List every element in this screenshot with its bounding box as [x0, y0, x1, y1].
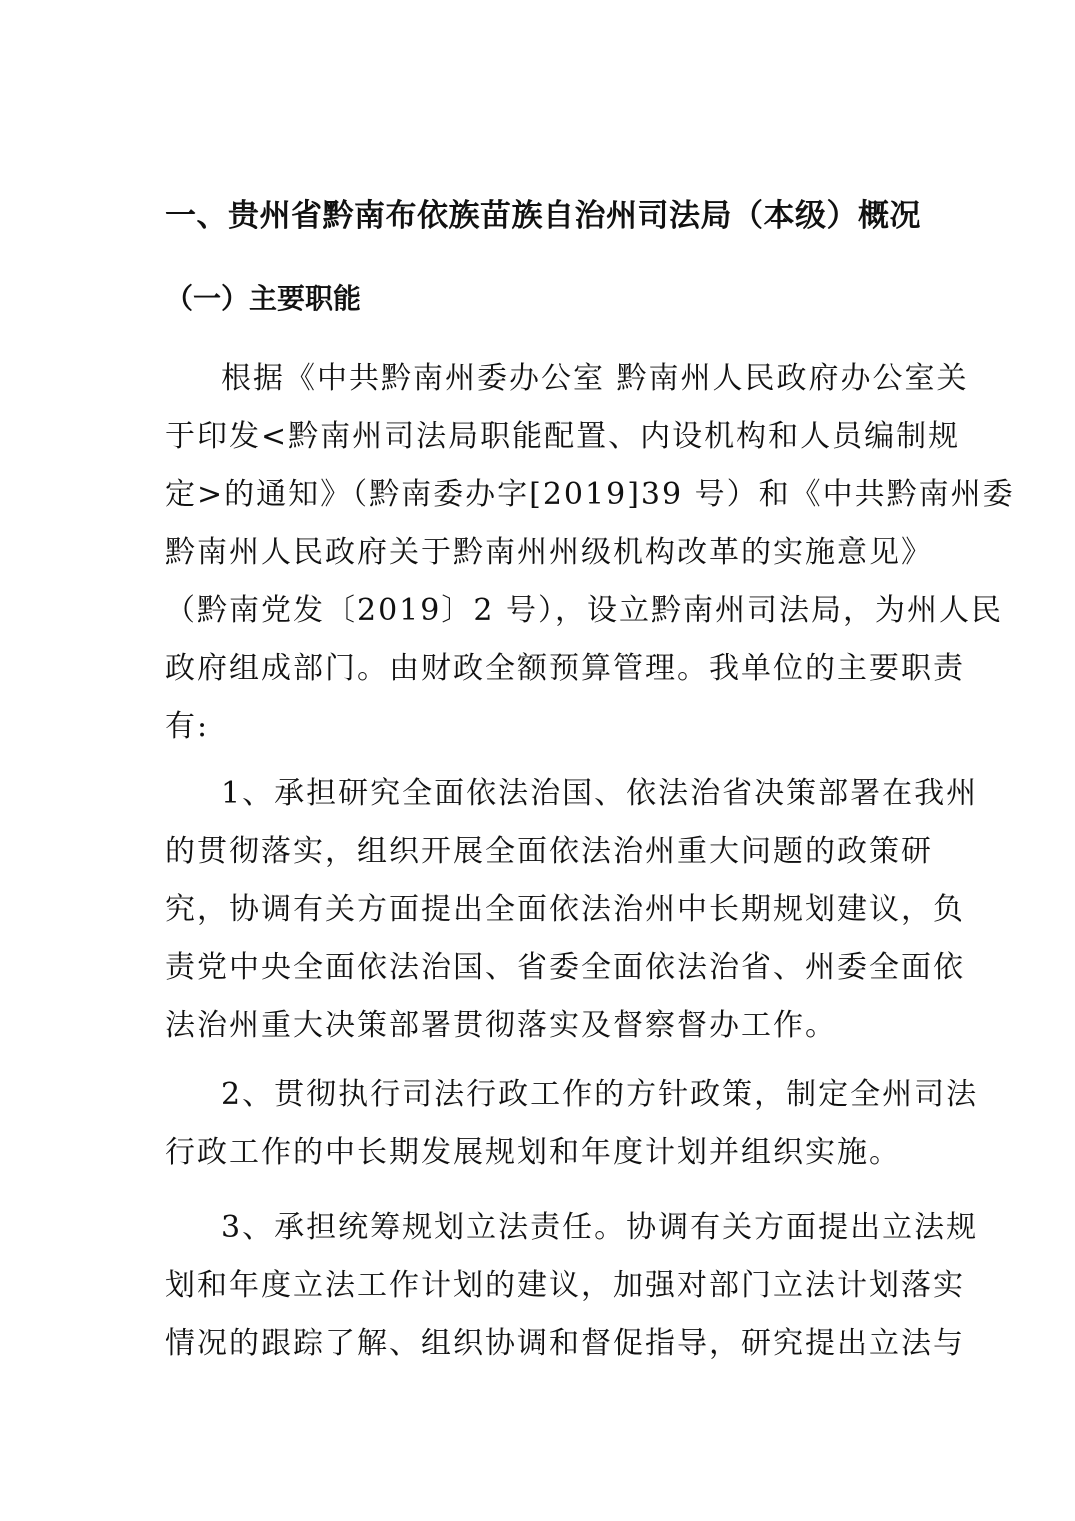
- paragraph-line: 3、承担统筹规划立法责任。协调有关方面提出立法规: [221, 1210, 979, 1245]
- paragraph-line: 政府组成部门。由财政全额预算管理。我单位的主要职责: [165, 651, 965, 686]
- paragraph-line: 黔南州人民政府关于黔南州州级机构改革的实施意见》: [165, 535, 933, 570]
- paragraph-line: 情况的跟踪了解、组织协调和督促指导，研究提出立法与: [165, 1326, 965, 1361]
- paragraph-line: 的贯彻落实，组织开展全面依法治州重大问题的政策研: [165, 834, 933, 869]
- paragraph-line: 定>的通知》（黔南委办字[2019]39 号）和《中共黔南州委: [165, 477, 1015, 512]
- paragraph-line: 于印发<黔南州司法局职能配置、内设机构和人员编制规: [165, 419, 961, 454]
- section-heading: 一、贵州省黔南布依族苗族自治州司法局（本级）概况: [165, 198, 921, 234]
- paragraph-item-3: [165, 1199, 979, 1373]
- paragraph-line: 1、承担研究全面依法治国、依法治省决策部署在我州: [221, 776, 979, 811]
- paragraph-line: 行政工作的中长期发展规划和年度计划并组织实施。: [165, 1135, 901, 1170]
- paragraph-line: 究，协调有关方面提出全面依法治州中长期规划建议，负: [165, 892, 965, 927]
- paragraph-item-2: [165, 1066, 979, 1182]
- paragraph-line: 根据《中共黔南州委办公室 黔南州人民政府办公室关: [221, 361, 969, 396]
- paragraph-line: 有:: [165, 709, 210, 744]
- paragraph-line: （黔南党发〔2019〕2 号），设立黔南州司法局，为州人民: [165, 593, 1003, 628]
- subsection-heading: （一）主要职能: [165, 282, 362, 315]
- paragraph-line: 2、贯彻执行司法行政工作的方针政策，制定全州司法: [221, 1077, 979, 1112]
- paragraph-line: 法治州重大决策部署贯彻落实及督察督办工作。: [165, 1008, 837, 1043]
- paragraph-intro: [165, 350, 1015, 756]
- paragraph-line: 责党中央全面依法治国、省委全面依法治省、州委全面依: [165, 950, 965, 985]
- paragraph-line: 划和年度立法工作计划的建议，加强对部门立法计划落实: [165, 1268, 965, 1303]
- paragraph-item-1: [165, 765, 979, 1055]
